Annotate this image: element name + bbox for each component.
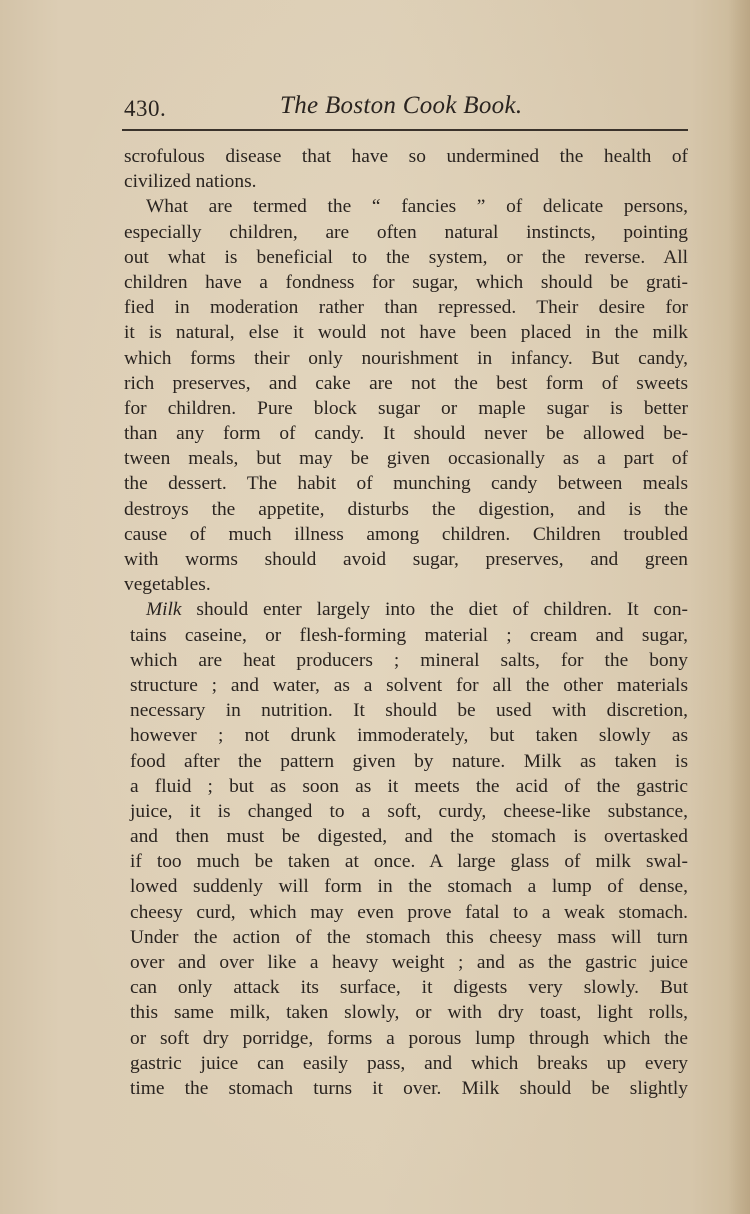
text-line: however ; not drunk immoderately, but taken slowly as	[130, 725, 688, 747]
text-line: destroys the appetite, disturbs the digestion, and is the	[124, 498, 688, 520]
text-line: cause of much illness among children. Children troubled	[124, 523, 688, 545]
text-line: or soft dry porridge, forms a porous lump through which the	[130, 1027, 688, 1049]
text-line: food after the pattern given by nature. Milk as taken is	[130, 750, 688, 772]
text-line: tween meals, but may be given occasionally as a part of	[124, 448, 688, 470]
text-line: tains caseine, or flesh-forming material ; cream and sugar,	[130, 624, 688, 646]
text-line: the dessert. The habit of munching candy between meals	[124, 473, 688, 495]
text-line: this same milk, taken slowly, or with dry toast, light rolls,	[130, 1002, 688, 1024]
text-line: gastric juice can easily pass, and which breaks up every	[130, 1052, 688, 1074]
text-line	[124, 597, 688, 622]
text-line: rich preserves, and cake are not the best form of sweets	[124, 372, 688, 394]
text-line: over and over like a heavy weight ; and as the gastric juice	[130, 952, 688, 973]
text-line-continuation: should enter largely into the diet of children. It con-	[196, 599, 688, 621]
page-header	[120, 88, 688, 128]
emphasis-milk: Milk	[146, 599, 182, 621]
text-line: fied in moderation rather than repressed. Their desire for	[124, 297, 688, 319]
text-line: cheesy curd, which may even prove fatal to a weak stomach.	[130, 901, 688, 923]
text-line: vegetables.	[124, 574, 211, 596]
text-line: civilized nations.	[124, 171, 257, 193]
body-text	[124, 144, 688, 1101]
text-line: which forms their only nourishment in infancy. But candy,	[124, 347, 688, 369]
text-line: with worms should avoid sugar, preserves, and green	[124, 549, 688, 570]
header-rule	[122, 129, 688, 131]
text-line: lowed suddenly will form in the stomach a lump of dense,	[130, 876, 688, 898]
text-line: and then must be digested, and the stomach is overtasked	[130, 826, 688, 848]
text-line: time the stomach turns it over. Milk should be slightly	[130, 1077, 688, 1099]
text-line: for children. Pure block sugar or maple sugar is better	[124, 397, 688, 419]
text-line: can only attack its surface, it digests very slowly. But	[130, 977, 688, 999]
text-line: What are termed the “ fancies ” of delicate persons,	[146, 196, 688, 218]
text-line: a fluid ; but as soon as it meets the acid of the gastric	[130, 775, 688, 797]
text-line: scrofulous disease that have so undermined the health of	[124, 146, 688, 167]
text-line: if too much be taken at once. A large glass of milk swal-	[130, 851, 688, 873]
text-line: juice, it is changed to a soft, curdy, cheese-like substance,	[130, 800, 688, 822]
text-line: which are heat producers ; mineral salts, for the bony	[130, 649, 688, 671]
text-line: especially children, are often natural instincts, pointing	[124, 221, 688, 243]
text-line: out what is beneficial to the system, or the reverse. All	[124, 246, 688, 268]
text-line: necessary in nutrition. It should be used with discretion,	[130, 700, 688, 722]
text-line: children have a fondness for sugar, which should be grati-	[124, 271, 688, 293]
page-number: 430.	[124, 96, 167, 121]
text-line: than any form of candy. It should never be allowed be-	[124, 423, 688, 445]
text-line: it is natural, else it would not have been placed in the milk	[124, 322, 688, 344]
text-line: structure ; and water, as a solvent for all the other materials	[130, 674, 688, 696]
text-line: Under the action of the stomach this cheesy mass will turn	[130, 926, 688, 948]
running-title: The Boston Cook Book.	[280, 92, 523, 119]
page-edge-shadow	[728, 0, 750, 1214]
